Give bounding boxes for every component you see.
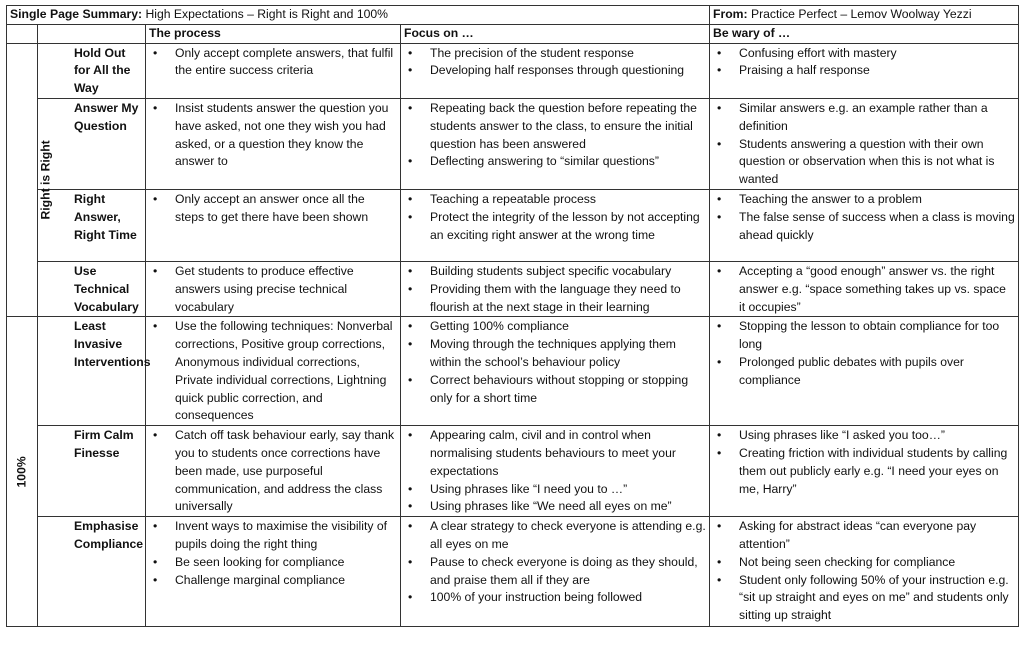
bullet-item: • Using phrases like “I asked you too…”: [713, 427, 1015, 445]
process-bullet-list: [149, 100, 397, 171]
bullet-item: • Use the following techniques: Nonverbal corrections, Positive group corrections, Anonymous individual corrections, Private individual corrections, Lightning quick public correction, and consequences: [149, 318, 397, 425]
bullet-item: • Asking for abstract ideas “can everyone pay attention”: [713, 518, 1015, 554]
bullet-item: • Getting 100% compliance: [404, 318, 706, 336]
process-cell: [146, 317, 401, 426]
bullet-item: • Creating friction with individual students by calling them out publicly early e.g. “I need your eyes on me, Harry”: [713, 445, 1015, 498]
technique-name: Answer My Question: [38, 98, 146, 189]
process-bullet-list: [149, 427, 397, 516]
process-column-header: The process: [146, 24, 401, 43]
bullet-item: • Building students subject specific vocabulary: [404, 263, 706, 281]
group-label: Right is Right: [38, 140, 53, 220]
group-label-cell: [7, 43, 53, 317]
beware-bullet-list: [713, 100, 1015, 189]
focus-cell: [401, 317, 710, 426]
bullet-item: • Using phrases like “We need all eyes on me”: [404, 498, 706, 516]
process-bullet-list: [149, 263, 397, 316]
focus-bullet-list: [404, 45, 706, 81]
bullet-item: • Similar answers e.g. an example rather than a definition: [713, 100, 1015, 136]
beware-column-header: Be wary of …: [710, 24, 1019, 43]
bullet-item: • Challenge marginal compliance: [149, 572, 397, 590]
technique-row: [7, 43, 1019, 98]
focus-bullet-list: [404, 518, 706, 607]
bullet-item: • Moving through the techniques applying them within the school’s behaviour policy: [404, 336, 706, 372]
focus-bullet-list: [404, 191, 706, 244]
bullet-item: • Insist students answer the question you have asked, not one they wish you had asked, or a question they know the answer to: [149, 100, 397, 171]
focus-bullet-list: [404, 100, 706, 171]
focus-bullet-list: [404, 263, 706, 316]
technique-name: Least Invasive Interventions: [38, 317, 146, 426]
group-label: 100%: [14, 456, 29, 488]
focus-cell: [401, 261, 710, 316]
focus-cell: [401, 98, 710, 189]
beware-bullet-list: [713, 427, 1015, 498]
bullet-item: • Get students to produce effective answers using precise technical vocabulary: [149, 263, 397, 316]
bullet-item: • Student only following 50% of your instruction e.g. “sit up straight and eyes on me” and students only sitting up straight: [713, 572, 1015, 625]
bullet-item: • Not being seen checking for compliance: [713, 554, 1015, 572]
bullet-item: • Correct behaviours without stopping or stopping only for a short time: [404, 372, 706, 408]
beware-cell: [710, 189, 1019, 261]
bullet-item: • Accepting a “good enough” answer vs. the right answer e.g. “space something takes up vs. space it occupies”: [713, 263, 1015, 316]
beware-cell: [710, 43, 1019, 98]
process-cell: [146, 261, 401, 316]
technique-name: Firm Calm Finesse: [38, 426, 146, 517]
bullet-item: • Students answering a question with their own question or observation when this is not what is wanted: [713, 136, 1015, 189]
column-header-row: [7, 24, 1019, 43]
process-bullet-list: [149, 318, 397, 425]
bullet-item: • Catch off task behaviour early, say thank you to students once corrections have been made, use purposeful communication, and address the class universally: [149, 427, 397, 516]
focus-column-header: Focus on …: [401, 24, 710, 43]
bullet-item: • Only accept complete answers, that fulfil the entire success criteria: [149, 45, 397, 81]
bullet-item: • Pause to check everyone is doing as they should, and praise them all if they are: [404, 554, 706, 590]
process-cell: [146, 426, 401, 517]
bullet-item: • Teaching the answer to a problem: [713, 191, 1015, 209]
technique-row: [7, 317, 1019, 426]
beware-bullet-list: [713, 318, 1015, 389]
beware-bullet-list: [713, 263, 1015, 316]
beware-bullet-list: [713, 518, 1015, 625]
bullet-item: • Developing half responses through questioning: [404, 62, 706, 80]
bullet-item: • A clear strategy to check everyone is attending e.g. all eyes on me: [404, 518, 706, 554]
technique-name: Hold Out for All the Way: [38, 43, 146, 98]
beware-cell: [710, 317, 1019, 426]
title-row: [7, 6, 1019, 25]
bullet-item: • Providing them with the language they need to flourish at the next stage in their learning: [404, 281, 706, 317]
technique-name: Right Answer, Right Time: [38, 189, 146, 261]
bullet-item: • 100% of your instruction being followed: [404, 589, 706, 607]
bullet-item: • Stopping the lesson to obtain compliance for too long: [713, 318, 1015, 354]
technique-name: Use Technical Vocabulary: [38, 261, 146, 316]
technique-row: [7, 426, 1019, 517]
beware-cell: [710, 98, 1019, 189]
technique-row: [7, 517, 1019, 627]
technique-row: [7, 98, 1019, 189]
bullet-item: • Teaching a repeatable process: [404, 191, 706, 209]
bullet-item: • Confusing effort with mastery: [713, 45, 1015, 63]
focus-cell: [401, 517, 710, 627]
bullet-item: • Appearing calm, civil and in control when normalising students behaviours to meet your expectations: [404, 427, 706, 480]
process-bullet-list: [149, 45, 397, 81]
document-title: [7, 6, 710, 25]
bullet-item: • Deflecting answering to “similar questions”: [404, 153, 706, 171]
bullet-item: • The precision of the student response: [404, 45, 706, 63]
process-cell: [146, 98, 401, 189]
bullet-item: • Repeating back the question before repeating the students answer to the class, to ensure the initial question has been answered: [404, 100, 706, 153]
beware-cell: [710, 517, 1019, 627]
beware-bullet-list: [713, 45, 1015, 81]
technique-name: Emphasise Compliance: [38, 517, 146, 627]
beware-cell: [710, 426, 1019, 517]
focus-bullet-list: [404, 318, 706, 407]
summary-label: Single Page Summary:: [10, 7, 143, 21]
technique-row: [7, 189, 1019, 261]
process-bullet-list: [149, 191, 397, 227]
focus-bullet-list: [404, 427, 706, 516]
from-value: Practice Perfect – Lemov Woolway Yezzi: [750, 7, 972, 21]
bullet-item: • Praising a half response: [713, 62, 1015, 80]
beware-cell: [710, 261, 1019, 316]
bullet-item: • Prolonged public debates with pupils over compliance: [713, 354, 1015, 390]
bullet-item: • Be seen looking for compliance: [149, 554, 397, 572]
bullet-item: • The false sense of success when a class is moving ahead quickly: [713, 209, 1015, 245]
summary-title: High Expectations – Right is Right and 100%: [145, 7, 389, 21]
technique-row: [7, 261, 1019, 316]
focus-cell: [401, 189, 710, 261]
beware-bullet-list: [713, 191, 1015, 244]
corner-cell: [7, 24, 38, 43]
bullet-item: • Protect the integrity of the lesson by not accepting an exciting right answer at the wrong time: [404, 209, 706, 245]
bullet-item: • Using phrases like “I need you to …”: [404, 481, 706, 499]
focus-cell: [401, 43, 710, 98]
process-cell: [146, 517, 401, 627]
from-label: From:: [713, 7, 748, 21]
process-cell: [146, 189, 401, 261]
technique-header-cell: [38, 24, 146, 43]
source-credit: [710, 6, 1019, 25]
bullet-item: • Invent ways to maximise the visibility of pupils doing the right thing: [149, 518, 397, 554]
summary-table: [6, 5, 1019, 627]
process-cell: [146, 43, 401, 98]
bullet-item: • Only accept an answer once all the steps to get there have been shown: [149, 191, 397, 227]
process-bullet-list: [149, 518, 397, 589]
group-label-cell: [7, 317, 38, 627]
focus-cell: [401, 426, 710, 517]
